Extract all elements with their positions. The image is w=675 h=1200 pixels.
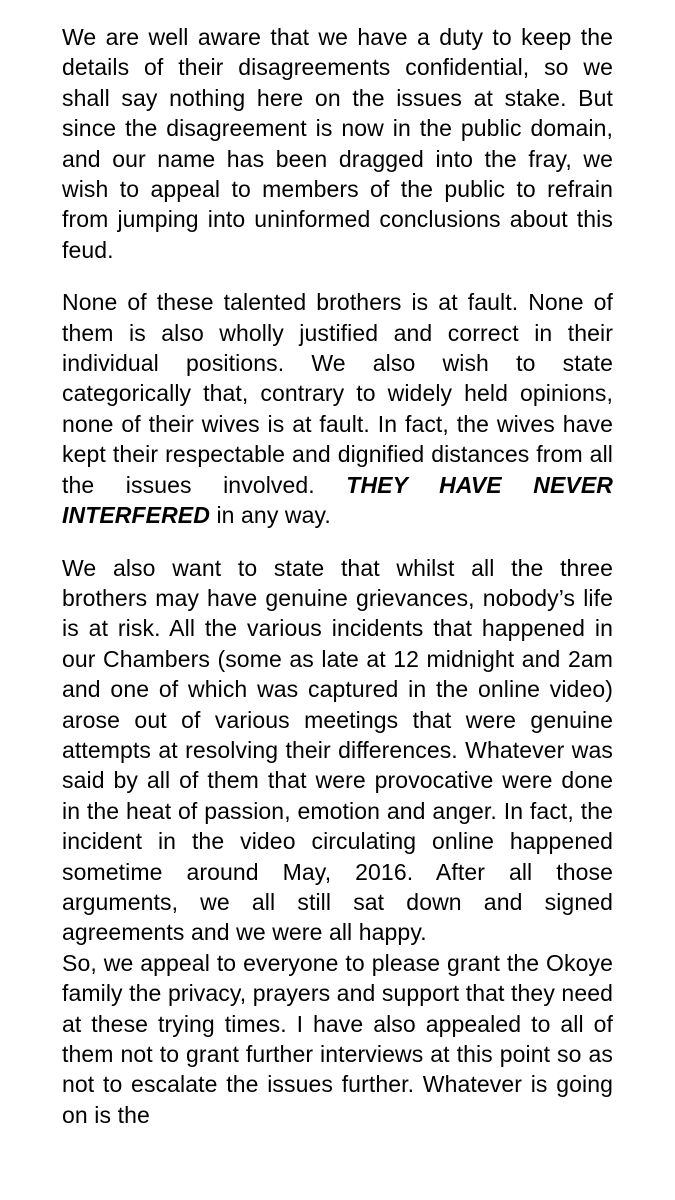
text-run: None of these talented brothers is at fault. None of them is also wholly justified and correct in their individual positions. We also wish to state categorically that, contrary to widely held opinions, none of their wives is at fault. In fact, the wives have kept their respectable and dignified distances from all the issues involved.	[62, 289, 613, 498]
text-run: So, we appeal to everyone to please grant the Okoye family the privacy, prayers and support that they need at these trying times. I have also appealed to all of them not to grant further interviews at this point so as not to escalate the issues further. Whatever is going on is the	[62, 949, 613, 1128]
text-run: THEY HAVE NEVER INTERFERED	[62, 471, 613, 529]
text-run: in any way.	[209, 502, 331, 529]
paragraph	[62, 287, 613, 530]
paragraph	[62, 553, 613, 948]
text-run: We also want to state that whilst all the three brothers may have genuine grievances, nobody’s life is at risk. All the various incidents that happened in our Chambers (some as late at 12 midnight and 2am and one of which was captured in the online video) arose out of various meetings that were genuine attempts at resolving their differences. Whatever was said by all of them that were provocative were done in the heat of passion, emotion and anger. In fact, the incident in the video circulating online happened sometime around May, 2016. After all those arguments, we all still sat down and signed agreements and we were all happy.	[62, 554, 613, 946]
text-run: We are well aware that we have a duty to keep the details of their disagreements confidential, so we shall say nothing here on the issues at stake. But since the disagreement is now in the public domain, and our name has been dragged into the fray, we wish to appeal to members of the public to refrain from jumping into uninformed conclusions about this feud.	[62, 24, 613, 263]
paragraph	[62, 948, 613, 1130]
paragraph	[62, 22, 613, 265]
document-body	[62, 22, 613, 1130]
